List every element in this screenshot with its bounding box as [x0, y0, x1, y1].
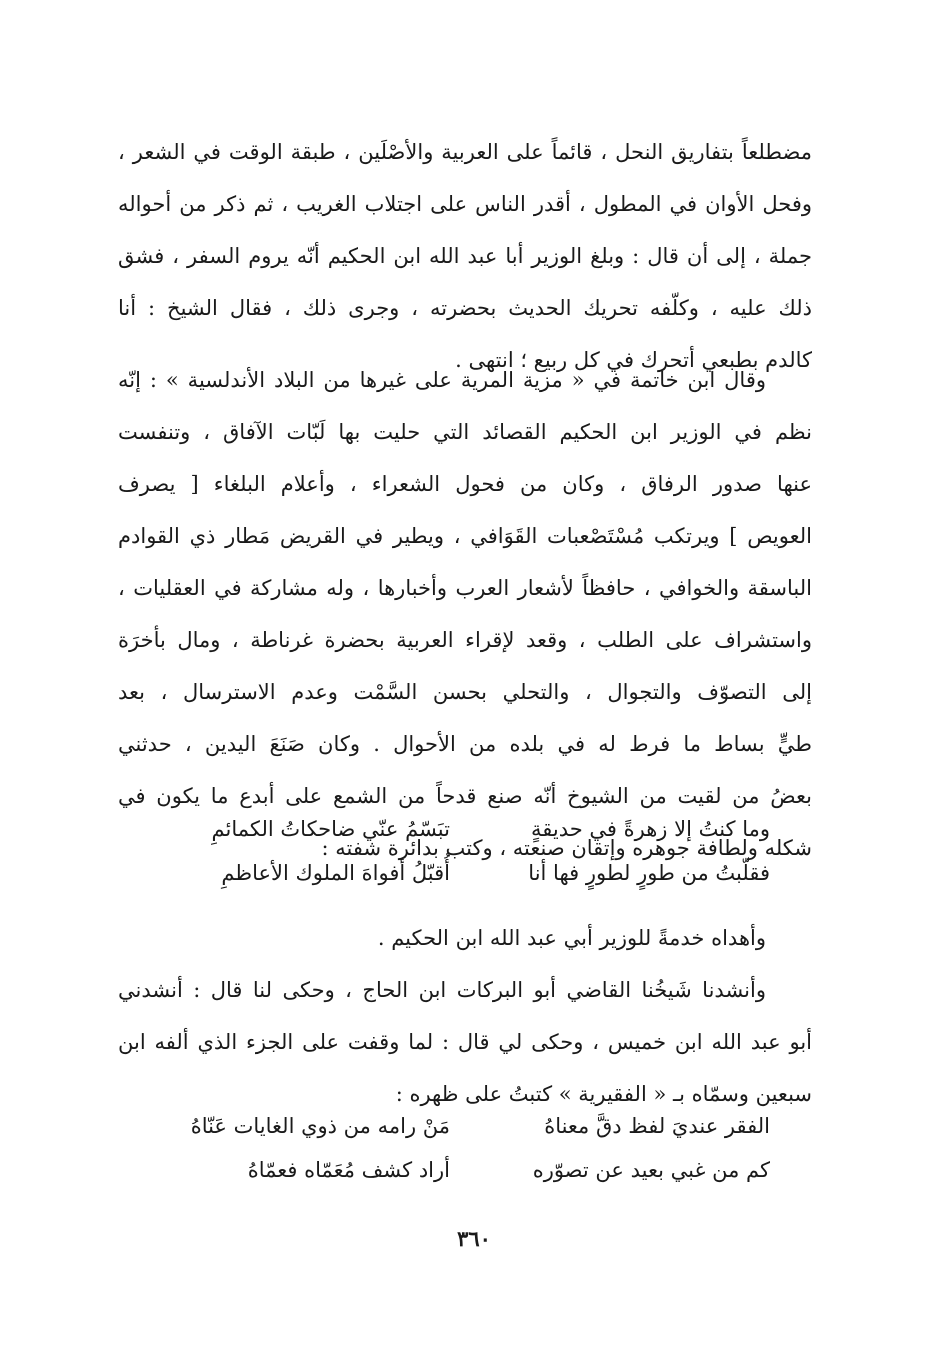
text-line: وأهداه خدمةً للوزير أبي عبد الله ابن الحكيم . [377, 926, 766, 950]
paragraph-1 [118, 126, 812, 386]
poem-verse [160, 851, 770, 895]
verse-second-hemistich: مَنْ رامه من ذوي الغايات عَنّاهُ [190, 1114, 450, 1138]
text-line: إلى التصوّف والتجوال ، والتحلي بحسن السَّمْت وعدم الاسترسال ، بعد [118, 680, 812, 704]
verse-first-hemistich: وما كنتُ إلا زهرةً في حديقةٍ [530, 817, 770, 841]
text-line: سبعين وسمّاه بـ « الفقيرية » كتبتُ على ظهره : [395, 1082, 812, 1106]
text-line: كالدم بطبعي أتحرك في كل ربيع ؛ انتهى . [455, 348, 812, 372]
text-line: ذلك عليه ، وكلّفه تحريك الحديث بحضرته ، وجرى ذلك ، فقال الشيخ : أنا [118, 296, 812, 320]
text-line: نظم في الوزير ابن الحكيم القصائد التي حليت بها لَبّات الآفاق ، وتنفست [118, 420, 812, 444]
text-line: واستشراف على الطلب ، وقعد لإقراء العربية بحضرة غرناطة ، ومال بأخرَة [118, 628, 812, 652]
text-line: عنها صدور الرفاق ، وكان من فحول الشعراء ، وأعلام البلغاء [ يصرف [118, 472, 812, 496]
text-line: العويص ] ويرتكب مُسْتَصْعبات القَوَافي ، ويطير في القريض مَطار ذي القوادم [118, 524, 812, 548]
text-line: شكله ولطافة جوهره وإتقان صنعته ، وكتب بدائرة شفته : [321, 836, 812, 860]
text-line: بعضُ من لقيت من الشيوخ أنّه صنع قدحاً من الشمع على أبدع ما يكون في [118, 784, 812, 808]
text-line: وأنشدنا شَيخُنا القاضي أبو البركات ابن الحاج ، وحكى لنا قال : أنشدني [118, 978, 766, 1002]
paragraph-3 [118, 912, 812, 1120]
poem-verse [160, 807, 770, 851]
verse-second-hemistich: تبَسّمُ عنّي ضاحكاتُ الكمائمِ [211, 817, 450, 841]
poem-verse [160, 1104, 770, 1148]
text-line: وفحل الأوان في المطول ، أقدر الناس على اجتلاب الغريب ، ثم ذكر من أحواله [118, 192, 812, 216]
text-line: جملة ، إلى أن قال : وبلغ الوزير أبا عبد الله ابن الحكيم أنّه يروم السفر ، فشق [118, 244, 812, 268]
verse-first-hemistich: الفقر عنديَ لفظ دقَّ معناهُ [544, 1114, 770, 1138]
paragraph-2 [118, 354, 812, 874]
verse-first-hemistich: كم من غبي بعيد عن تصوّره [532, 1158, 770, 1182]
page-number: ٣٦٠ [457, 1226, 491, 1251]
verse-first-hemistich: فقلّبتُ من طورٍ لطورٍ فها أنا [528, 861, 770, 885]
poem-verse [160, 1148, 770, 1192]
text-line: وقال ابن خاتمة في « مزية المرية على غيرها من البلاد الأندلسية » : إنّه [118, 368, 766, 392]
text-line: أبو عبد الله ابن خميس ، وحكى لي قال : لما وقفت على الجزء الذي ألفه ابن [118, 1030, 812, 1054]
text-line: الباسقة والخوافي ، حافظاً لأشعار العرب وأخبارها ، وله مشاركة في العقليات ، [118, 576, 812, 600]
poem-1 [160, 807, 770, 895]
text-line: طيٍّ بساط ما فرط له في بلده من الأحوال . وكان صَنَعَ اليدين ، حدثني [118, 732, 812, 756]
poem-2 [160, 1104, 770, 1192]
verse-second-hemistich: أراد كشف مُعَمّاه فعمّاهُ [247, 1158, 450, 1182]
verse-second-hemistich: أُقبّلُ أفواهَ الملوك الأعاظمِ [221, 861, 450, 885]
text-line: مضطلعاً بتفاريق النحل ، قائماً على العربية والأصْلَين ، طبقة الوقت في الشعر ، [118, 140, 812, 164]
